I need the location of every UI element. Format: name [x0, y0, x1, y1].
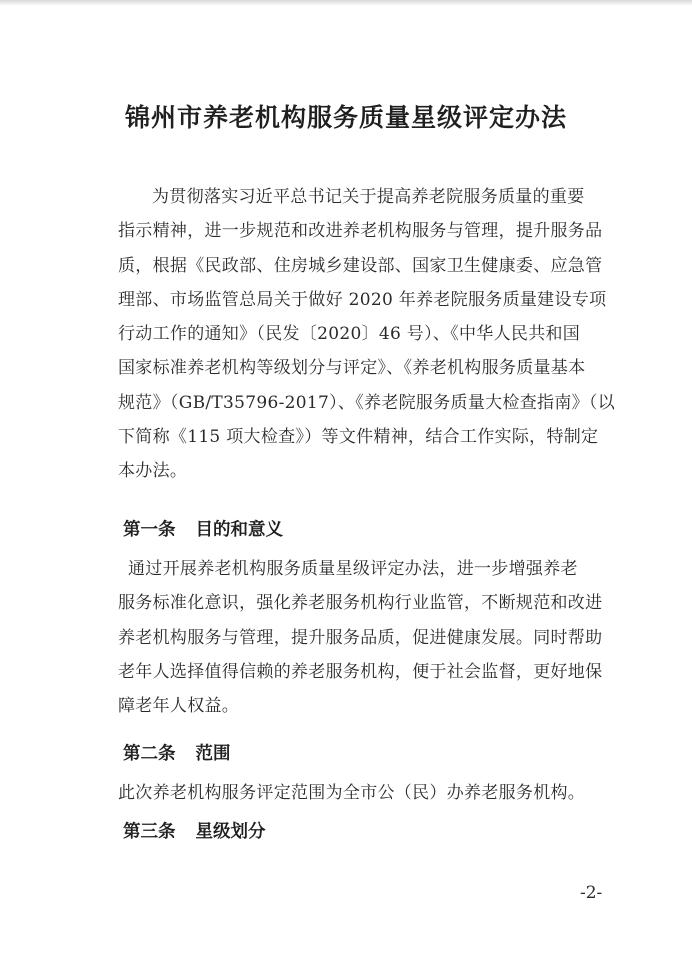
article-heading — [123, 740, 231, 765]
article-number: 第二条 — [123, 744, 176, 764]
text-line: 服务标准化意识，强化养老服务机构行业监管，不断规范和改进 — [118, 593, 603, 614]
text-line: 理部、市场监管总局关于做好 2020 年养老院服务质量建设专项 — [118, 289, 607, 310]
text-line: 障老年人权益。 — [118, 696, 240, 717]
text-line: 本办法。 — [118, 461, 188, 482]
text-line: 行动工作的通知》（民发〔2020〕46 号）、《中华人民共和国 — [118, 324, 581, 345]
text-line: 下简称《115 项大检查》）等文件精神，结合工作实际，特制定 — [118, 427, 599, 448]
text-line: 养老机构服务与管理，提升服务品质，促进健康发展。同时帮助 — [118, 627, 603, 648]
article-paragraph — [118, 776, 628, 810]
article-heading — [123, 516, 283, 541]
text-line: 指示精神，进一步规范和改进养老机构服务与管理，提升服务品 — [118, 221, 603, 242]
text-line: 通过开展养老机构服务质量星级评定办法，进一步增强养老 — [128, 559, 578, 579]
text-line: 国家标准养老机构等级划分与评定》、《养老机构服务质量基本 — [118, 358, 586, 379]
preamble-paragraph — [118, 180, 628, 489]
scan-edge — [0, 0, 692, 6]
text-line: 规范》（GB/T35796-2017）、《养老院服务质量大检查指南》（以 — [118, 392, 616, 413]
article-number: 第三条 — [123, 822, 176, 842]
article-heading — [123, 818, 266, 843]
article-title: 目的和意义 — [195, 520, 283, 540]
text-line: 质，根据《民政部、住房城乡建设部、国家卫生健康委、应急管 — [118, 255, 603, 276]
article-paragraph — [118, 552, 628, 723]
page-number: -2- — [580, 883, 603, 903]
text-line: 此次养老机构服务评定范围为全市公（民）办养老服务机构。 — [118, 783, 586, 803]
document-title: 锦州市养老机构服务质量星级评定办法 — [124, 103, 567, 132]
text-line: 老年人选择值得信赖的养老服务机构，便于社会监督，更好地保 — [118, 661, 603, 682]
article-title: 星级划分 — [195, 822, 266, 842]
text-line: 为贯彻落实习近平总书记关于提高养老院服务质量的重要 — [152, 187, 585, 207]
article-title: 范围 — [195, 744, 231, 764]
article-number: 第一条 — [123, 520, 176, 540]
